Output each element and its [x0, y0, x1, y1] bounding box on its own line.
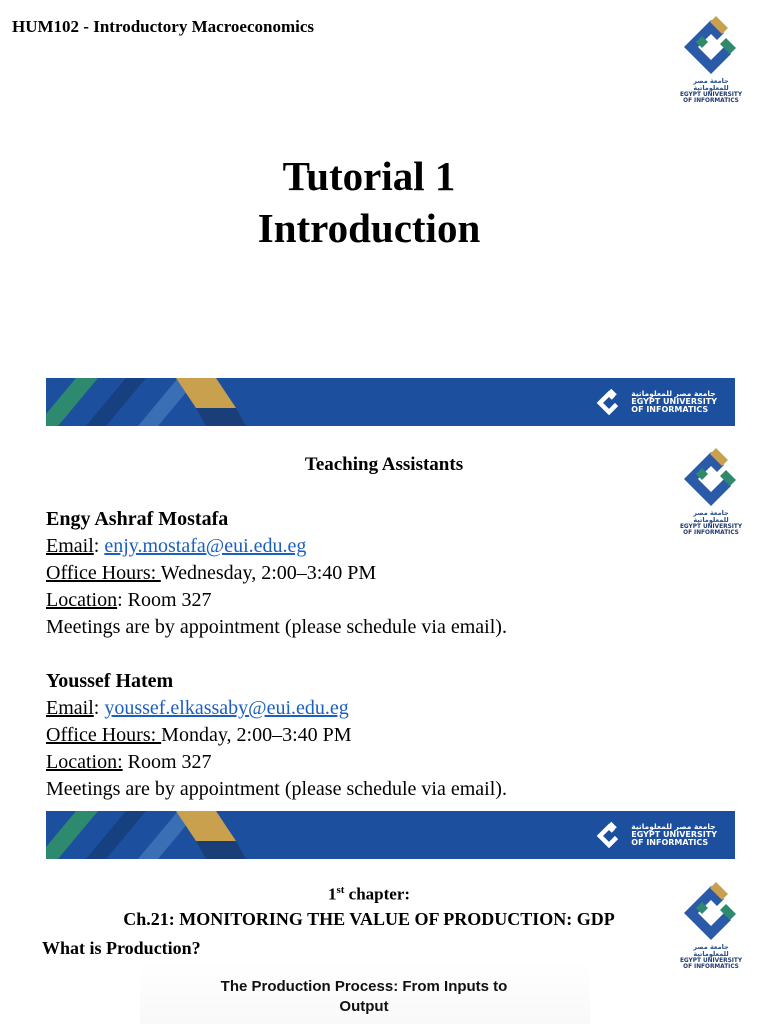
ta-card: Youssef Hatem Email: youssef.elkassaby@eui.edu.eg Office Hours: Monday, 2:00–3:40 PM Location: Room 327 Meetings are by appointment (please schedule via email).: [46, 668, 507, 803]
office-hours: Wednesday, 2:00–3:40 PM: [160, 562, 377, 584]
chapter-title: Ch.21: MONITORING THE VALUE OF PRODUCTION: GDP: [123, 909, 615, 929]
ta-heading: Teaching Assistants: [304, 454, 464, 475]
logo-mark-icon: [676, 14, 746, 76]
ta-card: Engy Ashraf Mostafa Email: enjy.mostafa@eui.edu.eg Office Hours: Wednesday, 2:00–3:40 PM Location: Room 327 Meetings are by appointment (please schedule via email).: [46, 506, 507, 641]
meeting-note: Meetings are by appointment (please schedule via email).: [46, 616, 507, 638]
page-title: [0, 150, 738, 254]
office-hours: Monday, 2:00–3:40 PM: [161, 724, 352, 746]
university-logo: جامعة مصر للمعلوماتية EGYPT UNIVERSITY OF INFORMATICS: [676, 880, 746, 970]
office-hours-label: Office Hours:: [46, 724, 162, 746]
email-link[interactable]: enjy.mostafa@eui.edu.eg: [104, 535, 307, 557]
course-code: HUM102: [12, 17, 80, 36]
ta-name: Youssef Hatem: [46, 670, 174, 692]
banner-stripes-icon: [46, 811, 306, 859]
location: : Room 327: [117, 589, 212, 611]
figure-caption: The Production Process: From Inputs to Output: [220, 978, 508, 1015]
ta-name: Engy Ashraf Mostafa: [46, 508, 229, 530]
university-banner: [46, 811, 735, 859]
logo-mark-icon: [676, 446, 746, 508]
location: Room 327: [122, 751, 212, 773]
email-label: Email: [46, 535, 94, 557]
university-banner: [46, 378, 735, 426]
email-link[interactable]: youssef.elkassaby@eui.edu.eg: [104, 697, 349, 719]
banner-stripes-icon: [46, 378, 306, 426]
banner-logo-icon: [593, 386, 625, 418]
banner-brand: جامعة مصر للمعلوماتية EGYPT UNIVERSITY OF INFORMATICS: [593, 386, 717, 418]
office-hours-label: Office Hours:: [46, 562, 161, 584]
banner-logo-icon: [593, 819, 625, 851]
location-label: Location: [46, 589, 118, 611]
banner-brand: جامعة مصر للمعلوماتية EGYPT UNIVERSITY OF INFORMATICS: [593, 819, 717, 851]
location-label: Location:: [46, 751, 123, 773]
title-line-2: Introduction: [257, 205, 481, 251]
course-name: Introductory Macroeconomics: [93, 17, 315, 36]
university-logo: جامعة مصر للمعلوماتية EGYPT UNIVERSITY OF INFORMATICS: [676, 446, 746, 536]
chapter-label: 1st chapter:: [327, 884, 411, 904]
email-label: Email: [46, 697, 94, 719]
university-logo: جامعة مصر للمعلوماتية EGYPT UNIVERSITY OF INFORMATICS: [676, 14, 746, 104]
section-question: What is Production?: [42, 938, 201, 958]
title-line-1: Tutorial 1: [282, 153, 456, 199]
course-header: HUM102 - Introductory Macroeconomics: [12, 17, 315, 36]
meeting-note: Meetings are by appointment (please schedule via email).: [46, 778, 507, 800]
